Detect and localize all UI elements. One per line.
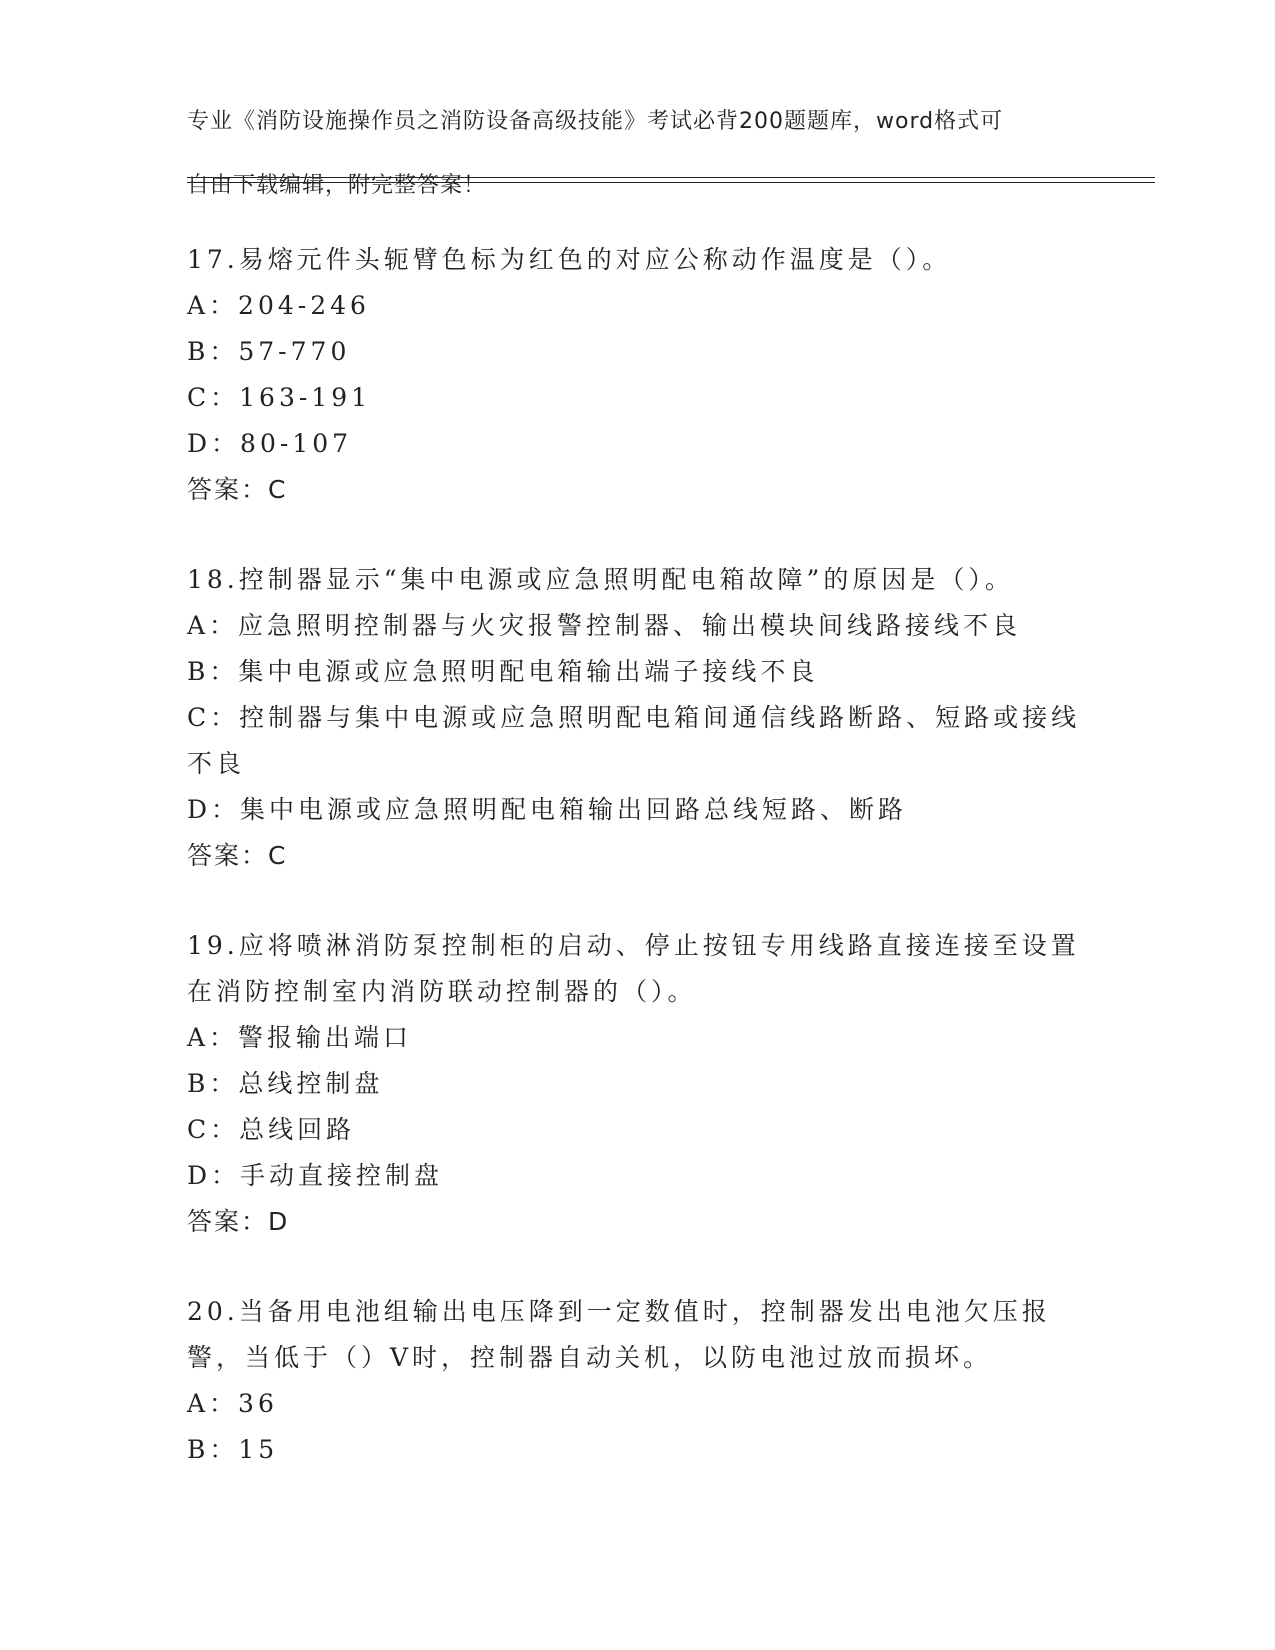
option-c: C：控制器与集中电源或应急照明配电箱间通信线路断路、短路或接线不良 [187, 703, 1081, 778]
answer: 答案：C [187, 475, 288, 504]
header-line-2: 自由下载编辑，附完整答案！ [187, 173, 487, 198]
document-header [187, 74, 1067, 234]
option-b: B：集中电源或应急照明配电箱输出端子接线不良 [187, 657, 819, 686]
option-b: B：57-770 [187, 337, 351, 366]
option-b: B：总线控制盘 [187, 1069, 384, 1098]
question-text: 20.当备用电池组输出电压降到一定数值时，控制器发出电池欠压报警，当低于（）V时，控制器自动关机，以防电池过放而损坏。 [187, 1297, 1051, 1372]
question-18 [187, 557, 1087, 879]
answer: 答案：D [187, 1207, 290, 1236]
option-b: B：15 [187, 1435, 279, 1464]
question-20 [187, 1289, 1087, 1473]
header-divider-top [187, 177, 1155, 178]
option-d: D：集中电源或应急照明配电箱输出回路总线短路、断路 [187, 795, 908, 824]
option-a: A：36 [187, 1389, 278, 1418]
option-d: D：手动直接控制盘 [187, 1161, 444, 1190]
header-divider-bottom [187, 182, 1155, 183]
option-c: C：163-191 [187, 383, 372, 412]
question-19 [187, 923, 1087, 1245]
option-d: D：80-107 [187, 429, 353, 458]
header-line-1: 专业《消防设施操作员之消防设备高级技能》考试必背200题题库，word格式可 [187, 109, 1004, 134]
option-a: A：警报输出端口 [187, 1023, 413, 1052]
option-a: A：204-246 [187, 291, 370, 320]
option-a: A：应急照明控制器与火灾报警控制器、输出模块间线路接线不良 [187, 611, 1022, 640]
option-c: C：总线回路 [187, 1115, 356, 1144]
question-text: 19.应将喷淋消防泵控制柜的启动、停止按钮专用线路直接连接至设置在消防控制室内消防联动控制器的（）。 [187, 931, 1080, 1006]
question-text: 17.易熔元件头轭臂色标为红色的对应公称动作温度是（）。 [187, 245, 952, 274]
question-text: 18.控制器显示“集中电源或应急照明配电箱故障”的原因是（）。 [187, 565, 1014, 594]
question-17 [187, 237, 1087, 513]
question-list [187, 237, 1087, 1517]
answer: 答案：C [187, 841, 288, 870]
